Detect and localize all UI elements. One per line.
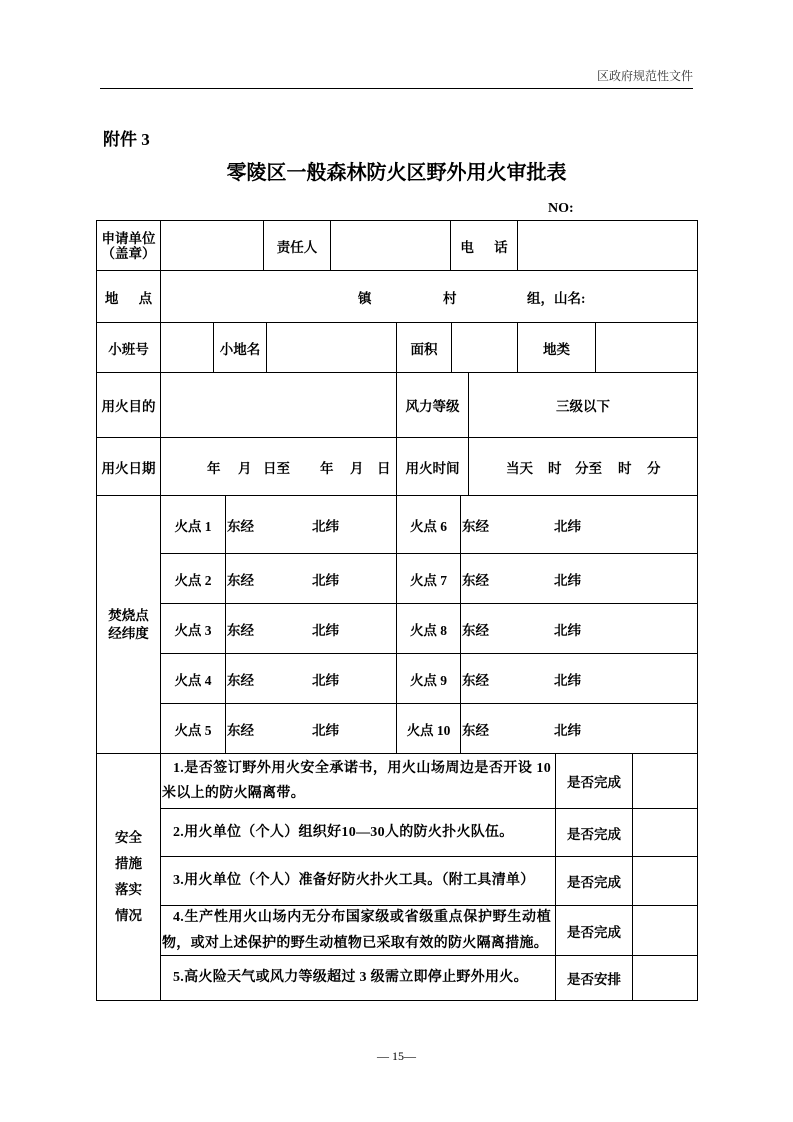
location-label: 地 点 (104, 290, 153, 306)
safety-item-4-check-value-cell (632, 905, 698, 956)
location-town-label: 镇 (358, 290, 372, 306)
fire-point-8-latitude-label: 北纬 (554, 622, 581, 638)
document-category-header: 区政府规范性文件 (596, 69, 693, 83)
fire-point-3-coords-cell (225, 603, 397, 654)
fire-date-label-cell (96, 437, 161, 496)
safety-item-1-line-2: 米以上的防火隔离带。 (162, 786, 305, 801)
safety-item-5-line-1: 5.高火险天气或风力等级超过 3 级需立即停止野外用火。 (173, 970, 528, 986)
safety-item-2-check-value-cell (632, 808, 698, 857)
safety-item-5-cell (160, 955, 556, 1001)
fire-time-end-hour: 时 (618, 460, 632, 476)
fire-point-9-longitude-label: 东经 (462, 672, 489, 688)
fire-point-5-coords-cell (225, 703, 397, 754)
wind-level-label-cell (396, 372, 469, 438)
fire-time-start-hour: 时 (548, 460, 562, 476)
fire-point-9-label-cell (396, 653, 461, 704)
fire-date-start-month: 月 (238, 460, 252, 476)
safety-item-1-check-value-cell (632, 753, 698, 809)
land-type-label-cell (517, 322, 596, 373)
applicant-label: 申请单位 (101, 230, 156, 246)
burn-points-label-line-2: 经纬度 (108, 625, 149, 641)
safety-item-5-check-label: 是否安排 (567, 972, 621, 987)
place-name-label: 小地名 (219, 341, 261, 357)
fire-point-2-label-cell (160, 553, 226, 604)
fire-point-4-coords-cell (225, 653, 397, 704)
fire-time-label: 用火时间 (405, 460, 460, 476)
purpose-label: 用火目的 (101, 399, 156, 414)
land-type-label: 地类 (543, 341, 570, 357)
serial-number-label: NO: (548, 201, 574, 216)
safety-label-line-2: 措施 (115, 856, 142, 871)
phone-label: 电 话 (460, 239, 508, 255)
applicant-seal-note: （盖章） (101, 245, 156, 261)
safety-label-line-4: 情况 (115, 908, 142, 923)
safety-item-3-check-value-cell (632, 856, 698, 906)
wind-level-value: 三级以下 (556, 399, 610, 414)
sub-compartment-value-cell (160, 322, 214, 373)
fire-point-10-longitude-label: 东经 (462, 722, 489, 738)
fire-point-5-longitude-label: 东经 (227, 722, 254, 738)
wind-level-value-cell (468, 372, 698, 438)
fire-point-5-label: 火点 5 (174, 722, 212, 738)
fire-time-value-cell (468, 437, 698, 496)
responsible-person-value-cell (330, 220, 451, 271)
safety-item-2-check-label-cell (555, 808, 633, 857)
safety-item-5-check-label-cell (555, 955, 633, 1001)
fire-point-8-longitude-label: 东经 (462, 622, 489, 638)
land-type-value-cell (595, 322, 698, 373)
fire-point-8-label: 火点 8 (409, 622, 448, 638)
fire-point-3-longitude-label: 东经 (227, 622, 254, 638)
responsible-person-label: 责任人 (276, 239, 318, 255)
fire-point-5-label-cell (160, 703, 226, 754)
safety-item-4-check-label-cell (555, 905, 633, 956)
fire-point-6-latitude-label: 北纬 (554, 518, 581, 534)
fire-point-9-latitude-label: 北纬 (554, 672, 581, 688)
attachment-label: 附件 3 (103, 130, 150, 149)
fire-point-1-coords-cell (225, 495, 397, 554)
location-group-mountain-label: 组，山名: (527, 290, 586, 306)
fire-point-2-longitude-label: 东经 (227, 572, 254, 588)
safety-item-4-line-1: 4.生产性用火山场内无分布国家级或省级重点保护野生动植 (173, 910, 551, 925)
fire-point-1-longitude-label: 东经 (227, 518, 254, 534)
safety-item-2-cell (160, 808, 556, 857)
safety-measures-label-cell (96, 753, 161, 1001)
phone-label-cell (450, 220, 518, 271)
approval-form-table (96, 220, 698, 1001)
fire-point-1-latitude-label: 北纬 (312, 518, 339, 534)
fire-point-9-coords-cell (460, 653, 698, 704)
fire-point-4-longitude-label: 东经 (227, 672, 254, 688)
fire-point-4-latitude-label: 北纬 (312, 672, 339, 688)
safety-item-5-check-value-cell (632, 955, 698, 1001)
applicant-label-cell (96, 220, 161, 271)
fire-point-3-latitude-label: 北纬 (312, 622, 339, 638)
fire-point-8-coords-cell (460, 603, 698, 654)
area-label: 面积 (410, 341, 438, 357)
safety-item-3-check-label-cell (555, 856, 633, 906)
fire-date-value-cell (160, 437, 397, 496)
fire-point-7-label: 火点 7 (409, 572, 448, 588)
fire-point-7-coords-cell (460, 553, 698, 604)
fire-point-8-label-cell (396, 603, 461, 654)
fire-point-7-latitude-label: 北纬 (554, 572, 581, 588)
fire-point-10-label: 火点 10 (406, 722, 451, 738)
place-name-value-cell (266, 322, 397, 373)
fire-point-9-label: 火点 9 (409, 672, 448, 688)
safety-item-1-line-1: 1.是否签订野外用火安全承诺书，用火山场周边是否开设 10 (173, 760, 551, 776)
fire-point-5-latitude-label: 北纬 (312, 722, 339, 738)
area-value-cell (451, 322, 518, 373)
fire-point-10-coords-cell (460, 703, 698, 754)
safety-item-1-cell (160, 753, 556, 809)
location-value-cell (160, 270, 698, 323)
sub-compartment-label-cell (96, 322, 161, 373)
header-rule (100, 88, 693, 89)
fire-point-1-label: 火点 1 (174, 518, 212, 534)
safety-item-1-check-label: 是否完成 (567, 775, 621, 790)
wind-level-label: 风力等级 (405, 399, 460, 414)
fire-date-end-day: 日 (377, 460, 391, 476)
fire-date-end-month: 月 (350, 460, 364, 476)
fire-time-same-day: 当天 (506, 460, 533, 476)
purpose-label-cell (96, 372, 161, 438)
fire-point-10-label-cell (396, 703, 461, 754)
page-number: — 15— (377, 1049, 416, 1063)
burn-points-label-cell (96, 495, 161, 754)
burn-points-label-line-1: 焚烧点 (108, 607, 149, 623)
fire-date-start-year: 年 (207, 460, 221, 476)
fire-point-6-longitude-label: 东经 (462, 518, 489, 534)
fire-point-2-latitude-label: 北纬 (312, 572, 339, 588)
safety-item-3-line-1: 3.用火单位（个人）准备好防火扑火工具。（附工具清单） (173, 873, 535, 889)
fire-time-label-cell (396, 437, 469, 496)
fire-date-end-year: 年 (320, 460, 334, 476)
sub-compartment-label: 小班号 (108, 341, 149, 357)
fire-point-7-label-cell (396, 553, 461, 604)
location-village-label: 村 (443, 290, 457, 306)
fire-date-start-day-to: 日至 (263, 460, 290, 476)
fire-point-2-coords-cell (225, 553, 397, 604)
fire-time-start-minute-to: 分至 (575, 460, 602, 476)
safety-item-1-check-label-cell (555, 753, 633, 809)
fire-point-4-label-cell (160, 653, 226, 704)
location-label-cell (96, 270, 161, 323)
form-title: 零陵区一般森林防火区野外用火审批表 (226, 160, 567, 184)
applicant-value-cell (160, 220, 264, 271)
area-label-cell (396, 322, 452, 373)
safety-label-line-1: 安全 (115, 830, 142, 845)
safety-item-4-check-label: 是否完成 (567, 924, 621, 940)
safety-item-2-check-label: 是否完成 (567, 826, 621, 842)
fire-point-6-label: 火点 6 (409, 518, 448, 534)
fire-point-6-label-cell (396, 495, 461, 554)
safety-item-2-line-1: 2.用火单位（个人）组织好10—30人的防火扑火队伍。 (173, 824, 514, 840)
fire-point-3-label: 火点 3 (174, 622, 212, 638)
fire-date-label: 用火日期 (101, 460, 156, 476)
fire-point-2-label: 火点 2 (174, 572, 212, 588)
fire-point-1-label-cell (160, 495, 226, 554)
safety-item-3-check-label: 是否完成 (567, 875, 621, 890)
phone-value-cell (517, 220, 698, 271)
fire-time-end-minute: 分 (647, 460, 661, 476)
responsible-person-label-cell (263, 220, 331, 271)
fire-point-4-label: 火点 4 (174, 672, 212, 688)
purpose-value-cell (160, 372, 397, 438)
safety-item-4-cell (160, 905, 556, 956)
place-name-label-cell (213, 322, 267, 373)
fire-point-3-label-cell (160, 603, 226, 654)
safety-item-4-line-2: 物，或对上述保护的野生动植物已采取有效的防火隔离措施。 (162, 935, 549, 951)
safety-item-3-cell (160, 856, 556, 906)
fire-point-7-longitude-label: 东经 (462, 572, 489, 588)
fire-point-10-latitude-label: 北纬 (554, 722, 581, 738)
safety-label-line-3: 落实 (115, 882, 142, 897)
fire-point-6-coords-cell (460, 495, 698, 554)
